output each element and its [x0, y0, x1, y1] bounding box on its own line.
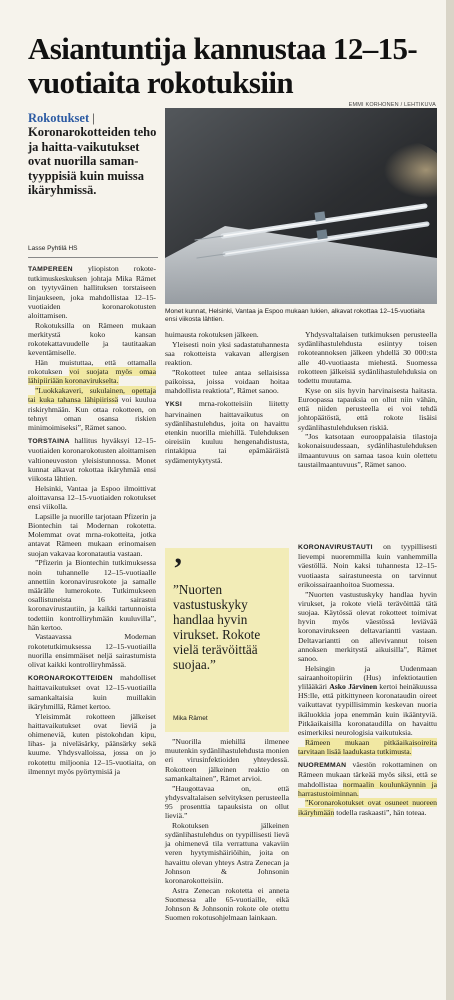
article-column-3 — [298, 330, 437, 470]
subhead-koronavirustauti: KORONAVIRUSTAUTI — [298, 544, 373, 551]
subhead-nuoremman: NUOREMMAN — [298, 762, 347, 770]
subhead-koronarokotteiden: KORONAROKOTTEIDEN — [28, 675, 113, 683]
paragraph: todella raskaasti”, hän toteaa. — [334, 807, 427, 817]
paragraph: Vastaavassa Modernan rokotetutkimuksessa 12–15-vuotiailla nuorilla ensimmäiset neljä sairastumista olivat kaikki kontrolliryhmässä. — [28, 632, 156, 670]
paragraph: Astra Zenecan rokotetta ei anneta Suomessa alle 65-vuotiaille, eikä Johnson & Johnsonin rokote ole otettu Suomen rokotusohjelmaan lainkaan. — [165, 885, 289, 923]
byline-divider — [28, 257, 158, 258]
pull-quote-text: ”Nuorten vastustuskyky handlaa hyvin virukset. Rokote vielä terävöittää suojaa.” — [173, 582, 261, 672]
subhead-yksi: YKSI — [165, 401, 183, 409]
paragraph: kertoi heinäkuussa HS:lle, että pitkittyneen koronataudin oireet vaikuttavat tyypillisimmin keskevan nuoria ikäluokkia jopa enemmän kuin ikääntyviä. Pitkäaikaisilla koronataudilla on havaittu esimerkiksi neurologisia vaikutuksia. — [298, 682, 437, 738]
paragraph: Rokotuksilla on Rämeen mukaan merkitystä koko kansan rokotekattavuudelle ja tautitaakan keventämiselle. — [28, 320, 156, 358]
pull-quote — [165, 548, 289, 732]
paragraph: ”Haugottavaa on, että yhdysvaltalaisen selvityksen perusteella 95 prosenttia tapauksista on ollut lieviä.” — [165, 783, 289, 821]
syringe-photo — [165, 108, 437, 304]
syringe-image — [165, 108, 437, 304]
pull-quote-name: Mika Rämet — [173, 715, 208, 722]
highlighted-text: Rämeen mukaan pitkäaikaisoireita tarvitaan lisää laadukasta tutkimusta. — [298, 737, 437, 756]
quote-mark-icon: ’ — [173, 552, 183, 585]
article-column-1 — [28, 264, 156, 776]
photo-caption: Monet kunnat, Helsinki, Vantaa ja Espoo mukaan lukien, alkavat rokottaa 12–15-vuotiaita ensi viikosta lähtien. — [165, 308, 425, 324]
paragraph: ”Nuorilla miehillä ilmenee muutenkin sydänlihastulehdusta monien eri virusinfektioiden yhteydessä. Rokotteen jälkeinen reaktio on samankaltainen”, Rämet arvioi. — [165, 737, 289, 783]
subhead-torstaina: TORSTAINA — [28, 438, 70, 446]
article-column-2 — [165, 330, 289, 465]
paragraph: ”Pfizerin ja Biontechin tutkimuksessa noin tuhannelle 12–15-vuotiaalle annettiin koronavirusrokote ja samalle määrälle lumerokote. Tutkimukseen osallistuneista 16 sairastui koronavirustautiin, ja kaikki tartunnoista todettiin kontrolliryhmään kuuluvilla”, hän kertoo. — [28, 558, 156, 632]
paragraph: Helsingin ja Uudenmaan sairaanhoitopiirin (Hus) infektiotautien ylilääkäri — [298, 663, 437, 692]
paragraph: Helsinki, Vantaa ja Espoo ilmoittivat aloittavansa 12–15-vuotiaiden rokotukset ensi viikolla. — [28, 483, 156, 512]
paragraph: mahdolliset haittavaikutukset ovat 12–15-vuotiailla samankaltaisia kuin muillakin ikäryhmillä, Rämet kertoo. — [28, 673, 156, 711]
paragraph: Yleisesti noin yksi sadastatuhannesta saa rokotteista vakavan allergisen reaktion. — [165, 339, 289, 368]
paragraph: huimausta rokotuksen jälkeen. — [165, 330, 259, 339]
photo-credit: EMMI KORHONEN / LEHTIKUVA — [348, 102, 436, 108]
paragraph: mrna-rokotteisiin liitetty harvinainen haittavaikutus on sydänlihastulehdus, joita on havaittu etenkin nuorilla miehillä. Tulehduksen oireisiin kuuluu hengenahdistusta, rintakipua tai epämääräistä sydämentykytystä. — [165, 399, 289, 465]
highlighted-text: ”Koronarokotukset ovat osuneet nuoreen ikäryhmään — [298, 798, 437, 817]
lead-separator: | — [92, 111, 95, 125]
article-column-3-lower — [298, 542, 437, 817]
lead-paragraph — [28, 111, 158, 197]
paragraph: yliopiston rokote-tutkimuskeskuksen johtaja Mika Rämet on tyytyväinen hallituksen torstaiseen linjaukseen, joka mahdollistaa 12–15-vuotiaiden koronarokotusten aloittamisen. — [28, 264, 156, 321]
paragraph: Lapsille ja nuorille tarjotaan Pfizerin ja Biontechin tai Modernan rokotetta. Molemmat ovat mrna-rokotteita, jotka antavat Rämeen mukaan erinomaisen suojan vakavaa koronatautia vastaan. — [28, 511, 156, 558]
paragraph: ”Rokotteet tulee antaa sellaisissa paikoissa, joissa voidaan hoitaa mahdollista reaktiota”, Rämet sanoo. — [165, 367, 289, 396]
highlighted-text: normaalin koulunkäynnin ja harrastustoiminnan. — [298, 779, 437, 798]
headline: Asiantuntija kannustaa 12–15-vuotiaita rokotuksiin — [28, 31, 418, 100]
highlighted-text: voi suojata myös omaa lähipiiriään koronavirukselta. — [28, 367, 157, 386]
paragraph: on tyypillisesti lievempi nuoremmilla kuin vanhemmilla väestöllä. Noin kaksi tuhannesta 12–15-vuotiaasta sairastuneesta on tarvinnut erikoissairaanhoitoa Suomessa. — [298, 542, 437, 589]
paragraph: Yleisimmät rokotteen jälkeiset haittavaikutukset ovat lieviä ja ohimeneviä, kuten pistokohdan kipu, lihas- ja niveläsärky, päänsärky sekä kuume. Yhdysvalloissa, jossa on jo rokotettu miljoonia 12–15-vuotiaita, on ilmennyt myös pyörtymisiä ja — [28, 711, 156, 776]
paragraph: Kyse on siis hyvin harvinaisesta haitasta. Euroopassa tapauksia on ollut niin vähän, että niiden perusteella ei voi tehdä johtopäätöstä, että rokote lisäisi sydänlihastulehduksen riskiä. — [298, 385, 437, 432]
bold-name: Asko Järvinen — [329, 682, 378, 692]
paragraph: väestön rokottaminen on Rämeen mukaan tärkeää myös siksi, että se mahdollistaa — [298, 760, 437, 789]
page-edge — [446, 0, 454, 1000]
lead-kicker: Rokotukset — [28, 111, 90, 125]
paragraph: hallitus hyväksyi 12–15-vuotiaiden koronarokotusten aloittamisen valtioneuvoston yleisistunnossa. Monet kunnat alkavat rokottaa ikäryhmää ensi viikosta lähtien. — [28, 436, 156, 483]
byline: Lasse Pyhtilä HS — [28, 245, 78, 252]
lead-text: Koronarokotteiden teho ja haitta-vaikutukset ovat nuorilla saman-tyyppisiä kuin muissa ikäryhmissä. — [28, 125, 157, 198]
paragraph: ”Nuorten vastustuskyky handlaa hyvin virukset, ja rokote vielä terävöittää tätä suojaa. Käytössä olevat rokotteet toimivat hyvin myös väestössä leviävää koronavirukseen deltavariantti vastaan. Deltavariantti on allevivannut toisen annoksen merkitystä aikuisilla”, Rämet sanoo. — [298, 589, 437, 663]
paragraph: ”Jos katsotaan eurooppalaisia tilastoja kokonaisuudessaan, sydänlihastulehduksen ilmaantuvuus on samaa tasoa kuin olettetu taustailmaantuvuus”, Rämet sanoo. — [298, 432, 437, 469]
highlighted-text: ”Luokkakaveri, sukulainen, opettaja tai kuka tahansa lähipiirissä — [28, 386, 156, 405]
paragraph: Hän muistuttaa, että ottamalla rokotuksen — [28, 358, 156, 377]
article-column-2-lower — [165, 737, 289, 923]
paragraph: Yhdysvaltalaisen tutkimuksen perusteella sydänlihastulehdusta esiintyy toisen rokoteannoksen jälkeen yhdellä 30 000:sta alle 40-vuotiaasta miehestä. Suomessa rokotteen jälkeisiä sydänlihastulehduksia on todettu muutama. — [298, 330, 437, 386]
paragraph: voi kuulua riskiryhmään. Kun ottaa rokotteen, on tehnyt oman osansa riskien minimoimiseksi”, Rämet sanoo. — [28, 395, 156, 432]
subhead-tampereen: TAMPEREEN — [28, 266, 73, 273]
paragraph: Rokotuksen jälkeinen sydänlihastulehdus on tyypillisesti lievä ja ohimenevä tila verrattuna vakaviin veren hyytymishäiriöihin, joita on havaittu olevan yhteys Astra Zenecan ja Johnson & Johnsonin koronarokotteisiin. — [165, 820, 289, 886]
